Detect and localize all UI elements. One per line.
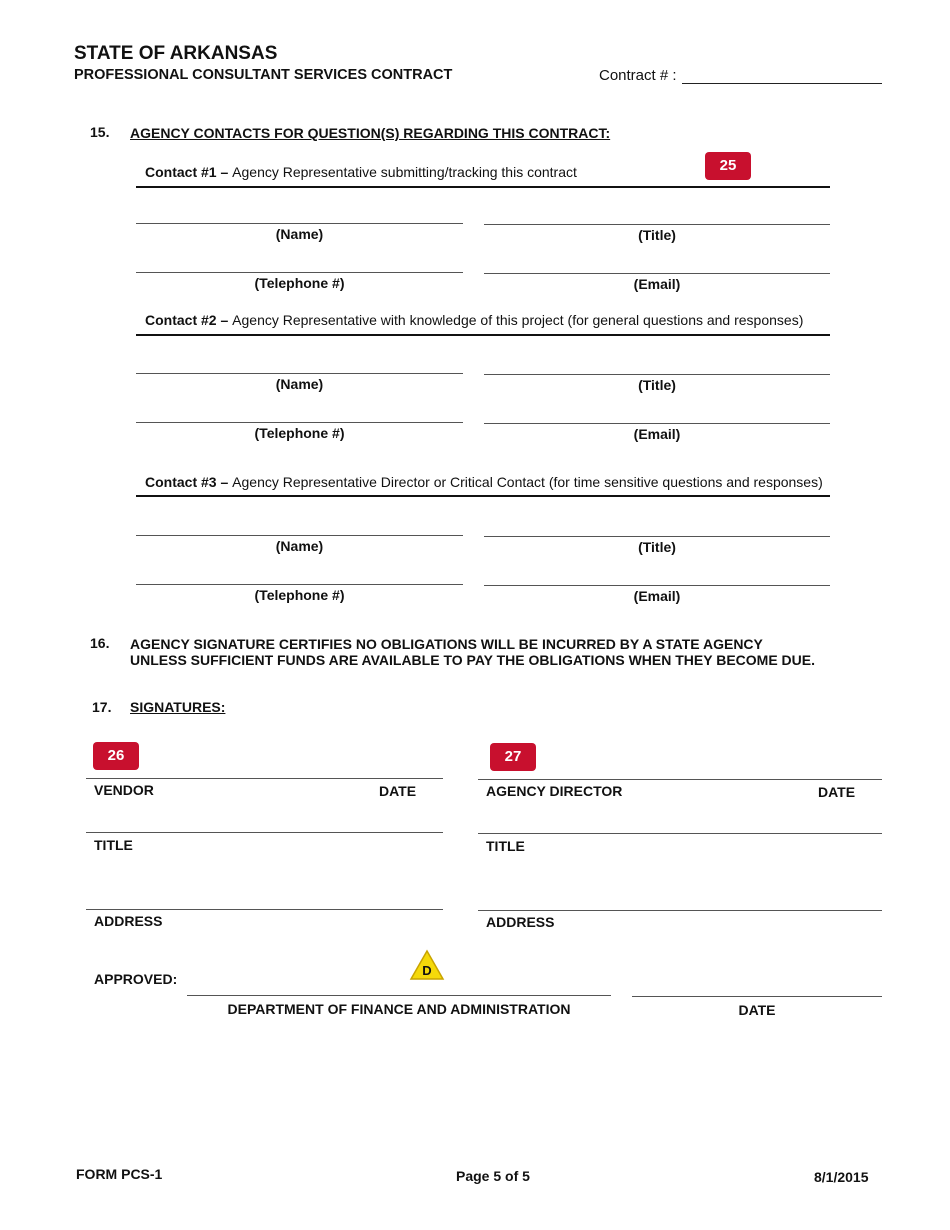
contact-2-email-caption: (Email)	[633, 426, 681, 442]
agency-date-label: DATE	[818, 784, 856, 800]
vendor-address-field[interactable]	[86, 909, 443, 910]
dfa-signature-field[interactable]	[187, 995, 611, 996]
approval-marker-d	[409, 949, 445, 981]
contact-1-name-field[interactable]	[136, 223, 463, 224]
marker-badge-26: 26	[93, 742, 139, 770]
approved-label: APPROVED:	[94, 971, 178, 987]
marker-badge-25: 25	[705, 152, 751, 180]
section-16-line-1: AGENCY SIGNATURE CERTIFIES NO OBLIGATIONS WILL BE INCURRED BY A STATE AGENCY	[130, 636, 763, 652]
contact-1-heading: Contact #1 – Agency Representative submitting/tracking this contract	[145, 164, 577, 180]
dfa-label: DEPARTMENT OF FINANCE AND ADMINISTRATION	[227, 1001, 571, 1017]
contact-2-rule	[136, 334, 830, 336]
contact-2-label: Contact #2	[145, 312, 217, 328]
contact-2-telephone-field[interactable]	[136, 422, 463, 423]
contact-1-title-field[interactable]	[484, 224, 830, 225]
contact-3-email-field[interactable]	[484, 585, 830, 586]
contact-3-telephone-field[interactable]	[136, 584, 463, 585]
contact-3-title-field[interactable]	[484, 536, 830, 537]
vendor-title-label: TITLE	[94, 837, 133, 853]
agency-title-label: TITLE	[486, 838, 525, 854]
contact-1-email-field[interactable]	[484, 273, 830, 274]
contact-3-telephone-caption: (Telephone #)	[254, 587, 345, 603]
section-16-line-2: UNLESS SUFFICIENT FUNDS ARE AVAILABLE TO PAY THE OBLIGATIONS WHEN THEY BECOME DUE.	[130, 652, 816, 668]
footer-form-id: FORM PCS-1	[76, 1166, 163, 1182]
dfa-date-field[interactable]	[632, 996, 882, 997]
contract-number-label: Contract # :	[599, 67, 677, 84]
contact-1-title-caption: (Title)	[638, 227, 676, 243]
footer-page-number: Page 5 of 5	[456, 1168, 530, 1184]
contact-2-title-caption: (Title)	[638, 377, 676, 393]
contact-1-rule	[136, 186, 830, 188]
vendor-label: VENDOR	[94, 782, 154, 798]
contact-3-email-caption: (Email)	[633, 588, 681, 604]
contact-1-name-caption: (Name)	[275, 226, 324, 242]
agency-director-signature-field[interactable]	[478, 779, 882, 780]
agency-director-label: AGENCY DIRECTOR	[486, 783, 623, 799]
contact-3-name-caption: (Name)	[275, 538, 324, 554]
form-contract-type: PROFESSIONAL CONSULTANT SERVICES CONTRACT	[74, 67, 453, 83]
contact-3-label: Contact #3	[145, 474, 217, 490]
contact-2-description: Agency Representative with knowledge of this project (for general questions and responses)	[232, 312, 804, 328]
contact-3-rule	[136, 495, 830, 497]
contact-1-telephone-field[interactable]	[136, 272, 463, 273]
approval-marker-letter: D	[422, 963, 432, 978]
contact-2-telephone-caption: (Telephone #)	[254, 425, 345, 441]
dfa-date-label: DATE	[738, 1002, 776, 1018]
form-state-title: STATE OF ARKANSAS	[74, 43, 278, 64]
contact-3-description: Agency Representative Director or Critical Contact (for time sensitive questions and responses)	[232, 474, 823, 490]
contact-2-heading: Contact #2 – Agency Representative with knowledge of this project (for general questions and responses)	[145, 312, 804, 328]
agency-address-field[interactable]	[478, 910, 882, 911]
contact-3-heading: Contact #3 – Agency Representative Director or Critical Contact (for time sensitive questions and responses)	[145, 474, 823, 490]
section-16-number: 16.	[90, 635, 110, 651]
vendor-title-field[interactable]	[86, 832, 443, 833]
contract-number-field[interactable]	[682, 83, 882, 84]
footer-form-date: 8/1/2015	[814, 1169, 869, 1185]
vendor-address-label: ADDRESS	[94, 913, 163, 929]
contact-1-email-caption: (Email)	[633, 276, 681, 292]
contact-2-email-field[interactable]	[484, 423, 830, 424]
marker-badge-27: 27	[490, 743, 536, 771]
vendor-date-label: DATE	[379, 783, 417, 799]
contact-1-description: Agency Representative submitting/tracking this contract	[232, 164, 577, 180]
section-15-heading: AGENCY CONTACTS FOR QUESTION(S) REGARDING THIS CONTRACT:	[130, 125, 611, 141]
contact-1-label: Contact #1	[145, 164, 217, 180]
section-17-number: 17.	[92, 699, 112, 715]
section-15-number: 15.	[90, 124, 110, 140]
section-17-heading: SIGNATURES:	[130, 699, 226, 715]
vendor-signature-field[interactable]	[86, 778, 443, 779]
contact-1-telephone-caption: (Telephone #)	[254, 275, 345, 291]
contact-3-title-caption: (Title)	[638, 539, 676, 555]
agency-address-label: ADDRESS	[486, 914, 555, 930]
contact-2-title-field[interactable]	[484, 374, 830, 375]
agency-title-field[interactable]	[478, 833, 882, 834]
contact-2-name-field[interactable]	[136, 373, 463, 374]
contact-2-name-caption: (Name)	[275, 376, 324, 392]
contact-3-name-field[interactable]	[136, 535, 463, 536]
